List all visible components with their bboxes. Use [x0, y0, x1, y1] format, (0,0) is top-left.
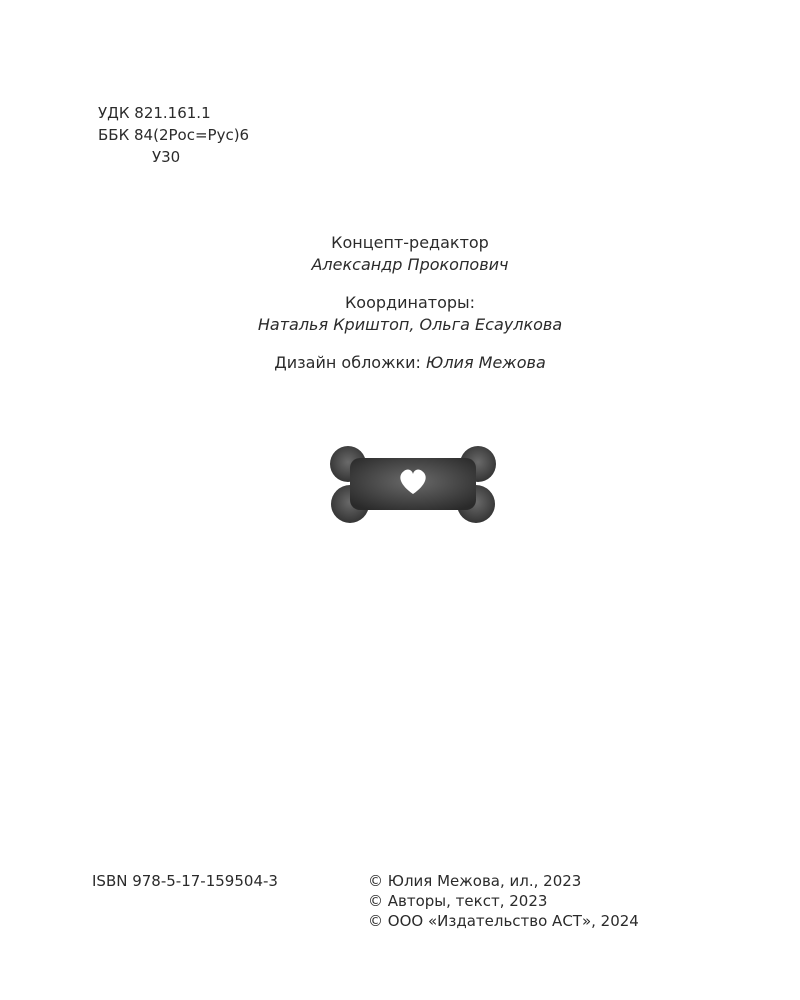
- credits-block: [0, 232, 800, 390]
- bone-with-heart-icon: [328, 442, 498, 526]
- classification-block: [98, 102, 249, 168]
- coordinators: [0, 292, 800, 336]
- isbn: ISBN 978-5-17-159504-3: [92, 872, 278, 890]
- concept-editor-name: Александр Прокопович: [311, 255, 509, 274]
- copyright-block: [368, 871, 639, 931]
- copyright-line: © ООО «Издательство АСТ», 2024: [368, 912, 639, 930]
- author-mark: У30: [152, 148, 181, 166]
- cover-design-name: Юлия Межова: [426, 353, 546, 372]
- cover-design-label: Дизайн обложки:: [274, 353, 421, 372]
- coordinators-names: Наталья Криштоп, Ольга Есаулкова: [257, 315, 563, 334]
- bbk-code: ББК 84(2Рос=Рус)6: [98, 126, 250, 144]
- concept-editor: [0, 232, 800, 276]
- concept-editor-label: Концепт-редактор: [331, 233, 489, 252]
- copyright-line: © Юлия Межова, ил., 2023: [368, 872, 582, 890]
- cover-design: [0, 352, 800, 374]
- copyright-line: © Авторы, текст, 2023: [368, 892, 548, 910]
- udk-code: УДК 821.161.1: [98, 104, 211, 122]
- coordinators-label: Координаторы:: [344, 293, 476, 312]
